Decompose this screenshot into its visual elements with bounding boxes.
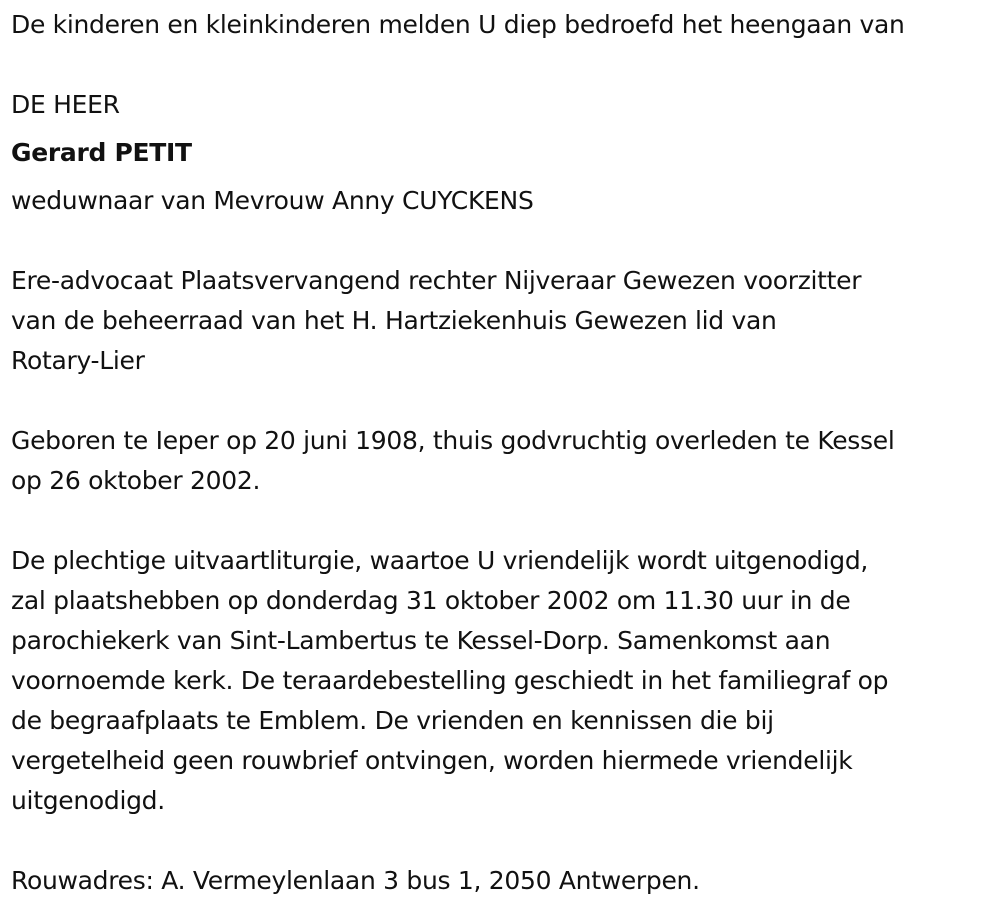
funeral-line-1: De plechtige uitvaartliturgie, waartoe U vriendelijk wordt uitgenodigd,: [11, 546, 869, 575]
widower-text: weduwnaar van Mevrouw Anny CUYCKENS: [11, 186, 534, 215]
mourning-address: Rouwadres: A. Vermeylenlaan 3 bus 1, 2050 Antwerpen.: [11, 866, 700, 895]
funeral-line-6: vergetelheid geen rouwbrief ontvingen, worden hiermede vriendelijk: [11, 746, 853, 775]
career-line-2: van de beheerraad van het H. Hartziekenhuis Gewezen lid van: [11, 306, 777, 335]
funeral-line-3: parochiekerk van Sint-Lambertus te Kessel-Dorp. Samenkomst aan: [11, 626, 831, 655]
intro-text: De kinderen en kleinkinderen melden U diep bedroefd het heengaan van: [11, 10, 905, 39]
funeral-line-5: de begraafplaats te Emblem. De vrienden en kennissen die bij: [11, 706, 774, 735]
title-text: DE HEER: [11, 90, 120, 119]
funeral-line-7: uitgenodigd.: [11, 786, 165, 815]
career-line-1: Ere-advocaat Plaatsvervangend rechter Nijveraar Gewezen voorzitter: [11, 266, 862, 295]
deceased-name: Gerard PETIT: [11, 138, 192, 167]
funeral-line-4: voornoemde kerk. De teraardebestelling geschiedt in het familiegraf op: [11, 666, 889, 695]
funeral-line-2: zal plaatshebben op donderdag 31 oktober 2002 om 11.30 uur in de: [11, 586, 851, 615]
career-line-3: Rotary-Lier: [11, 346, 145, 375]
birth-death-line-2: op 26 oktober 2002.: [11, 466, 261, 495]
birth-death-line-1: Geboren te Ieper op 20 juni 1908, thuis godvruchtig overleden te Kessel: [11, 426, 895, 455]
